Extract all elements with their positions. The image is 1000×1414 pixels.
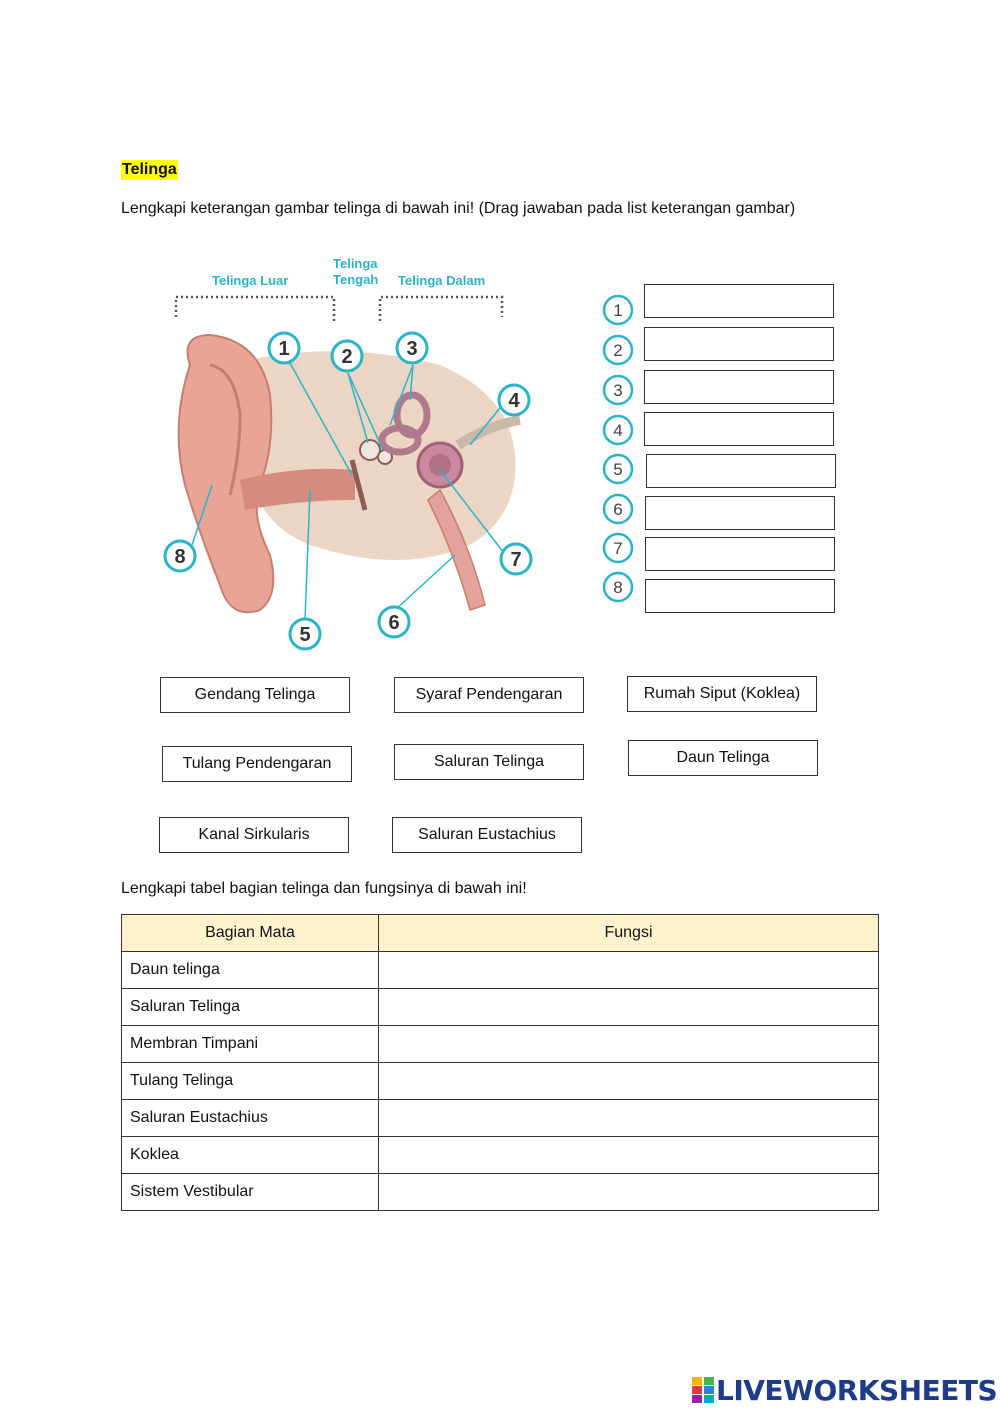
answer-number-3 (602, 374, 634, 406)
answer-drop-box-8[interactable] (645, 579, 835, 613)
liveworksheets-logo (692, 1374, 997, 1406)
callout-6 (379, 607, 409, 637)
row-function-input[interactable] (379, 989, 879, 1026)
row-function-input[interactable] (379, 1063, 879, 1100)
svg-text:2: 2 (613, 341, 623, 360)
region-brackets (176, 297, 502, 321)
function-table (121, 914, 879, 1211)
answer-drop-box-4[interactable] (644, 412, 834, 446)
table-row (122, 952, 879, 989)
svg-text:5: 5 (299, 624, 311, 646)
table-row (122, 1174, 879, 1211)
answer-number-5 (602, 453, 634, 485)
answer-drop-box-3[interactable] (644, 370, 834, 404)
region-label-inner: Telinga Dalam (398, 273, 486, 288)
svg-text:7: 7 (510, 549, 522, 571)
answer-number-8 (602, 571, 634, 603)
answer-number-6 (602, 493, 634, 525)
drag-option-gendang-telinga[interactable]: Gendang Telinga (160, 677, 350, 713)
header-function: Fungsi (379, 915, 879, 952)
answer-drop-box-6[interactable] (645, 496, 835, 530)
svg-text:7: 7 (613, 539, 623, 558)
drag-option-rumah-siput[interactable]: Rumah Siput (Koklea) (627, 676, 817, 712)
drag-option-syaraf-pendengaran[interactable]: Syaraf Pendengaran (394, 677, 584, 713)
worksheet-title: Telinga (122, 161, 177, 178)
answer-drop-box-1[interactable] (644, 284, 834, 318)
region-label-middle-1: Telinga (333, 256, 378, 271)
answer-number-4 (602, 414, 634, 446)
svg-text:3: 3 (406, 338, 418, 360)
row-part: Sistem Vestibular (122, 1174, 379, 1211)
drag-option-daun-telinga[interactable]: Daun Telinga (628, 740, 818, 776)
answer-drop-box-5[interactable] (646, 454, 836, 488)
table-header-row (122, 915, 879, 952)
region-label-outer: Telinga Luar (212, 273, 289, 288)
table-instruction: Lengkapi tabel bagian telinga dan fungsinya di bawah ini! (121, 880, 527, 897)
svg-text:1: 1 (278, 338, 290, 360)
row-part: Saluran Telinga (122, 989, 379, 1026)
region-label-middle-2: Tengah (333, 272, 379, 287)
ear-diagram (140, 245, 560, 665)
svg-text:3: 3 (613, 381, 623, 400)
svg-text:8: 8 (174, 546, 186, 568)
table-row (122, 1026, 879, 1063)
svg-text:6: 6 (388, 612, 400, 634)
table-row (122, 1137, 879, 1174)
table-row (122, 989, 879, 1026)
row-part: Daun telinga (122, 952, 379, 989)
callout-8 (165, 541, 195, 571)
row-part: Koklea (122, 1137, 379, 1174)
header-part: Bagian Mata (122, 915, 379, 952)
row-function-input[interactable] (379, 1100, 879, 1137)
callout-2 (332, 341, 362, 371)
drag-option-kanal-sirkularis[interactable]: Kanal Sirkularis (159, 817, 349, 853)
answer-number-2 (602, 334, 634, 366)
callout-5 (290, 619, 320, 649)
svg-text:5: 5 (613, 460, 623, 479)
liveworksheets-logo-text: LIVEWORKSHEETS (716, 1373, 998, 1407)
row-function-input[interactable] (379, 1026, 879, 1063)
callout-7 (501, 544, 531, 574)
svg-text:2: 2 (341, 346, 353, 368)
callout-3 (397, 333, 427, 363)
row-part: Tulang Telinga (122, 1063, 379, 1100)
row-function-input[interactable] (379, 1137, 879, 1174)
table-row (122, 1100, 879, 1137)
table-row (122, 1063, 879, 1100)
row-part: Membran Timpani (122, 1026, 379, 1063)
answer-drop-box-2[interactable] (644, 327, 834, 361)
svg-text:8: 8 (613, 578, 623, 597)
callout-1 (269, 333, 299, 363)
svg-text:1: 1 (613, 301, 623, 320)
svg-text:6: 6 (613, 500, 623, 519)
answer-number-1 (602, 294, 634, 326)
drag-option-tulang-pendengaran[interactable]: Tulang Pendengaran (162, 746, 352, 782)
liveworksheets-logo-icon (692, 1377, 714, 1403)
drag-option-saluran-telinga[interactable]: Saluran Telinga (394, 744, 584, 780)
drag-option-saluran-eustachius[interactable]: Saluran Eustachius (392, 817, 582, 853)
callout-4 (499, 385, 529, 415)
row-part: Saluran Eustachius (122, 1100, 379, 1137)
answer-number-7 (602, 532, 634, 564)
row-function-input[interactable] (379, 952, 879, 989)
row-function-input[interactable] (379, 1174, 879, 1211)
svg-text:4: 4 (613, 421, 623, 440)
svg-text:4: 4 (508, 390, 520, 412)
diagram-instruction: Lengkapi keterangan gambar telinga di bawah ini! (Drag jawaban pada list keterangan gambar) (121, 200, 796, 217)
answer-drop-box-7[interactable] (645, 537, 835, 571)
